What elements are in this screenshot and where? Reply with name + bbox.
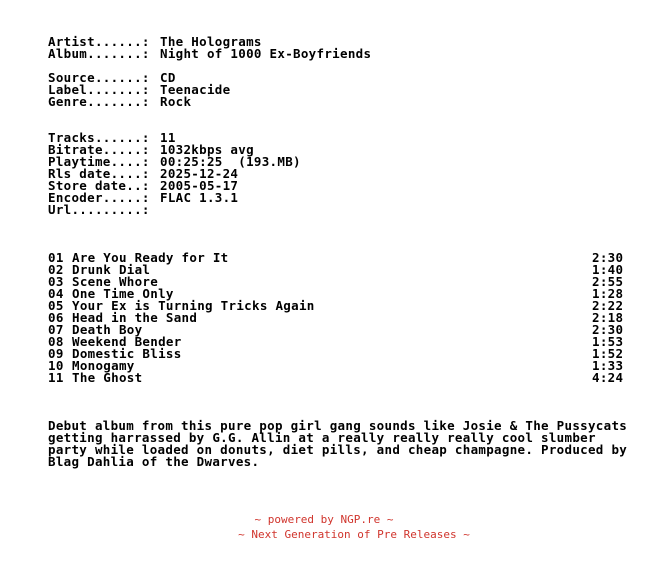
artist-key: Artist......: [48,34,150,49]
track-length: 2:18 [592,310,624,325]
track-length: 4:24 [592,370,624,385]
rls-date-key: Rls date....: [48,166,150,181]
track-title: One Time Only [72,286,174,301]
track-title: Monogamy [72,358,135,373]
source-key: Source......: [48,70,150,85]
store-date-key: Store date..: [48,178,150,193]
footer-tagline: ~ Next Generation of Pre Releases ~ [238,528,470,541]
footer-powered-by: ~ powered by NGP.re ~ [254,513,394,526]
track-title: Head in the Sand [72,310,198,325]
tracks-value: 11 [160,130,176,145]
track-length: 2:30 [592,322,624,337]
description-line: Blag Dahlia of the Dwarves. [48,454,260,469]
track-row [48,348,642,360]
track-number: 10 [48,358,64,373]
track-title: Domestic Bliss [72,346,182,361]
track-number: 02 [48,262,64,277]
track-length: 1:53 [592,334,624,349]
encoder-value: FLAC 1.3.1 [160,190,239,205]
url-row [48,204,642,216]
track-title: Drunk Dial [72,262,151,277]
track-number: 11 [48,370,64,385]
track-title: Your Ex is Turning Tricks Again [72,298,315,313]
track-title: Are You Ready for It [72,250,229,265]
track-title: The Ghost [72,370,143,385]
track-number: 05 [48,298,64,313]
genre-value: Rock [160,94,192,109]
artist-value: The Holograms [160,34,262,49]
track-number: 06 [48,310,64,325]
track-number: 07 [48,322,64,337]
playtime-value: 00:25:25 (193.MB) [160,154,301,169]
track-length: 1:40 [592,262,624,277]
album-key: Album.......: [48,46,150,61]
track-row [48,372,642,384]
tracks-key: Tracks......: [48,130,150,145]
track-length: 2:22 [592,298,624,313]
description [48,420,642,468]
album-row [48,48,642,60]
genre-key: Genre.......: [48,94,150,109]
label-value: Teenacide [160,82,231,97]
rls-date-value: 2025-12-24 [160,166,239,181]
track-length: 1:33 [592,358,624,373]
track-number: 01 [48,250,64,265]
bitrate-key: Bitrate.....: [48,142,150,157]
album-value: Night of 1000 Ex-Boyfriends [160,46,372,61]
store-date-value: 2005-05-17 [160,178,239,193]
track-length: 1:28 [592,286,624,301]
nfo-document [48,36,642,468]
genre-row [48,96,642,108]
track-number: 09 [48,346,64,361]
track-title: Death Boy [72,322,143,337]
description-line: party while loaded on donuts, diet pills, and cheap champagne. Produced by [48,442,628,457]
label-key: Label.......: [48,82,150,97]
track-length: 2:55 [592,274,624,289]
description-line: getting harrassed by G.G. Allin at a really really really cool slumber [48,430,596,445]
source-value: CD [160,70,176,85]
bitrate-value: 1032kbps avg [160,142,254,157]
track-title: Weekend Bender [72,334,182,349]
track-length: 2:30 [592,250,624,265]
track-title: Scene Whore [72,274,159,289]
playtime-key: Playtime....: [48,154,150,169]
description-line: Debut album from this pure pop girl gang sounds like Josie & The Pussycats [48,418,628,433]
tracklist [48,252,642,384]
track-length: 1:52 [592,346,624,361]
track-number: 04 [48,286,64,301]
url-key: Url.........: [48,202,150,217]
track-number: 03 [48,274,64,289]
track-number: 08 [48,334,64,349]
encoder-key: Encoder.....: [48,190,150,205]
